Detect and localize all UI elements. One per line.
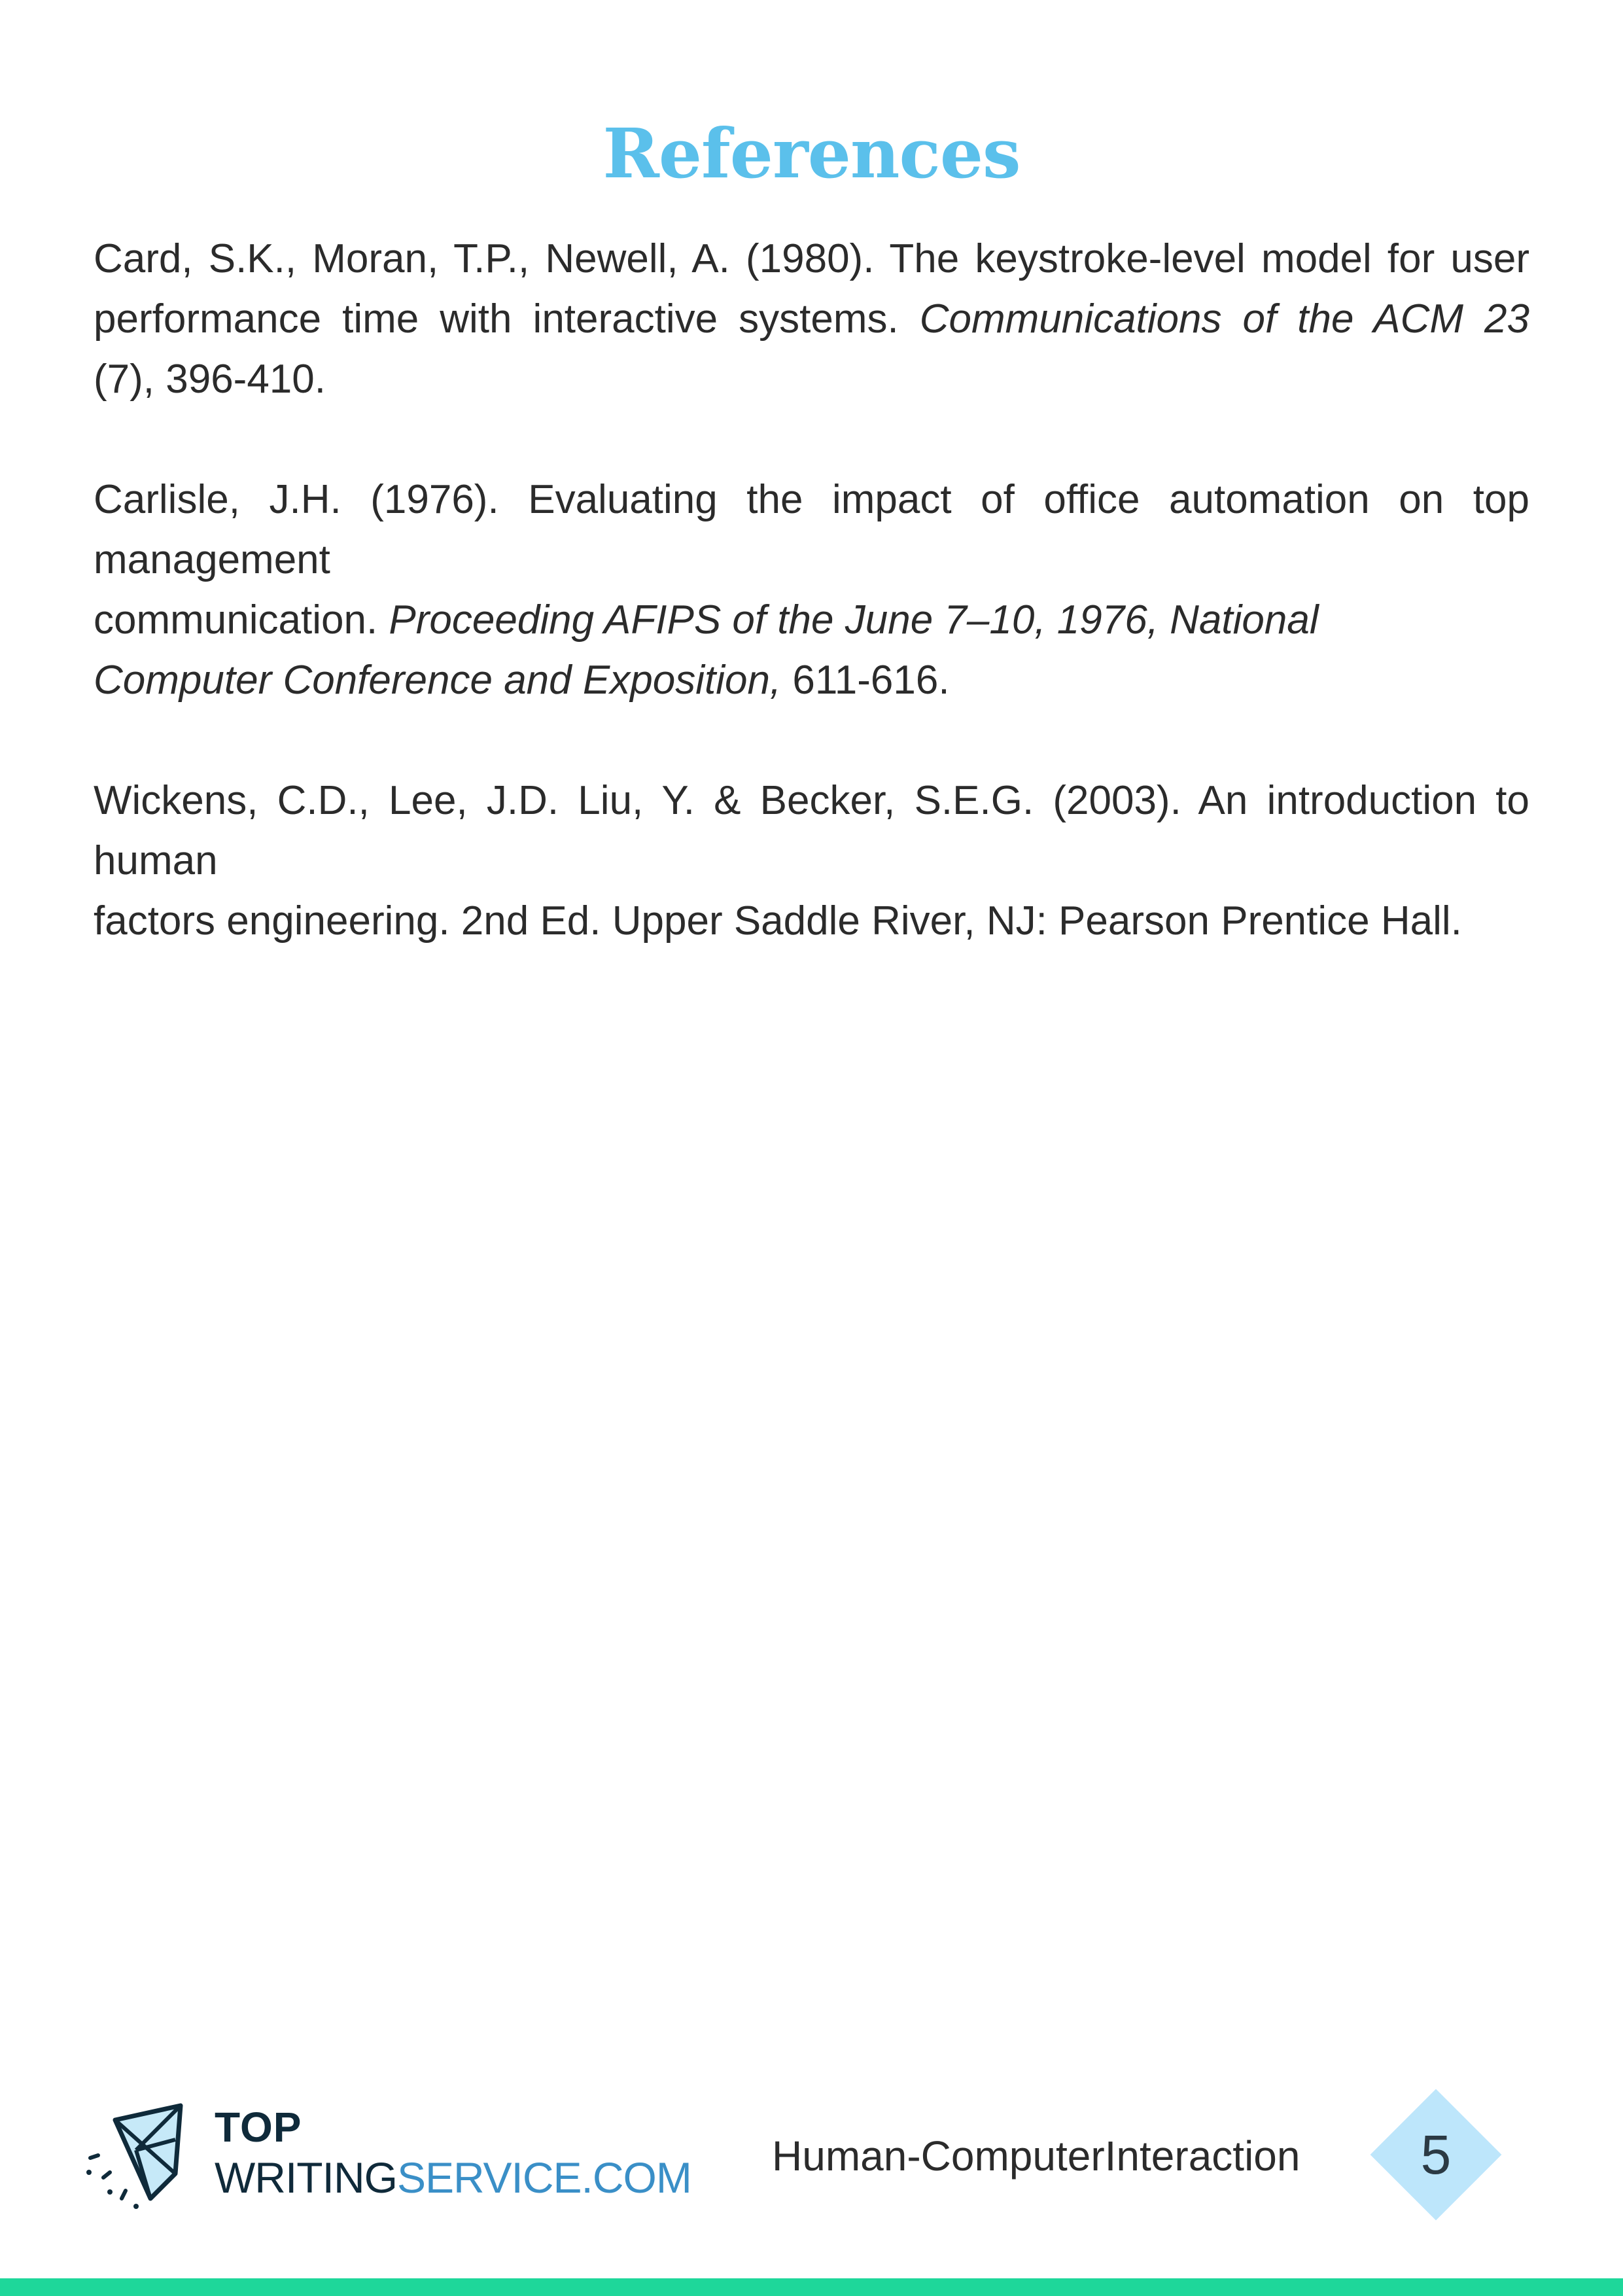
reference-text: performance time with interactive systems. [94, 296, 920, 342]
reference-proceedings: Computer Conference and Exposition, [94, 658, 782, 703]
reference-line: human [94, 838, 218, 883]
logo-text-top: TOP [215, 2104, 302, 2151]
diamond-logo-icon [84, 2100, 195, 2212]
reference-entry [94, 771, 1529, 951]
reference-line: Wickens, C.D., Lee, J.D. Liu, Y. & Becker, S.E.G. (2003). An introduction to [94, 778, 1529, 823]
reference-line: (7), 396-410. [94, 357, 326, 402]
reference-line: management [94, 537, 330, 582]
page-title: References [602, 113, 1021, 194]
reference-text: communication. [94, 597, 389, 643]
reference-line: factors engineering. 2nd Ed. Upper Saddle River, NJ: Pearson Prentice Hall. [94, 898, 1462, 944]
brand-logo [84, 2100, 691, 2212]
footer-accent-bar [0, 2278, 1623, 2296]
logo-text-light: SERVICE.COM [396, 2153, 691, 2202]
reference-line [94, 590, 1529, 650]
reference-line [94, 289, 1529, 349]
page-number: 5 [1420, 2124, 1452, 2185]
reference-proceedings: Proceeding AFIPS of the June 7–10, 1976, National [389, 597, 1319, 643]
reference-pages: 611-616. [781, 658, 950, 703]
page-number-badge [1370, 2089, 1501, 2220]
reference-entry [94, 470, 1529, 711]
references-list [94, 229, 1529, 1012]
reference-line: Card, S.K., Moran, T.P., Newell, A. (1980). The keystroke-level model for user [94, 236, 1529, 281]
reference-entry [94, 229, 1529, 410]
reference-line [94, 650, 1529, 711]
reference-journal: Communications of the ACM 23 [919, 296, 1529, 342]
logo-text-bottom [215, 2153, 691, 2202]
footer-document-title: Human-ComputerInteraction [772, 2132, 1300, 2180]
logo-text-strong: WRITING [215, 2153, 397, 2202]
reference-line: Carlisle, J.H. (1976). Evaluating the impact of office automation on top [94, 477, 1529, 522]
